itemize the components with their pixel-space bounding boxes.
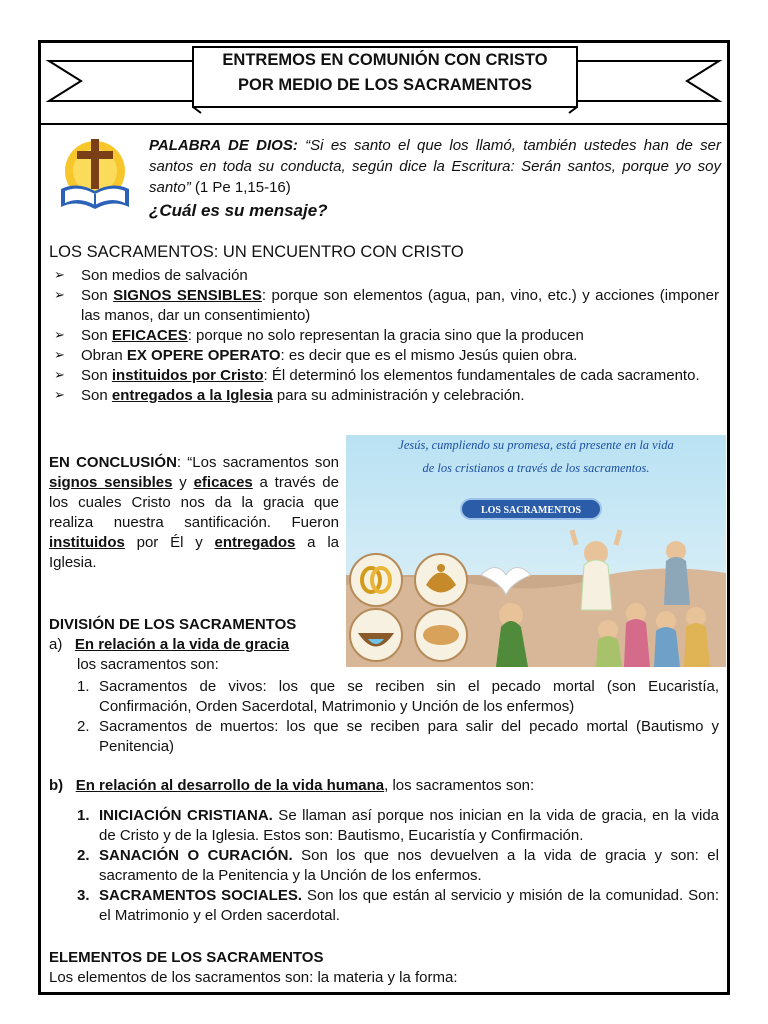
palabra-de-dios: [149, 135, 721, 198]
list-item: 1. Sacramentos de vivos: los que se reciben sin el pecado mortal (son Eucaristía, Confirmación, Orden Sacerdotal, Matrimonio y Unción de los enfermos): [77, 678, 719, 715]
palabra-reference: (1 Pe 1,15-16): [190, 179, 291, 196]
division-b: b) En relación al desarrollo de la vida humana, los sacramentos son:: [49, 777, 535, 794]
palabra-label: PALABRA DE DIOS:: [149, 137, 298, 154]
illustration-button-label: LOS SACRAMENTOS: [480, 505, 582, 516]
division-heading-block: [49, 615, 296, 635]
list-item: ➢ Obran EX OPERE OPERATO: es decir que es el mismo Jesús quien obra.: [49, 346, 719, 366]
mensaje-question: ¿Cuál es su mensaje?: [149, 201, 328, 220]
division-a-list: [49, 677, 719, 757]
sacramentos-heading: LOS SACRAMENTOS: UN ENCUENTRO CON CRISTO: [49, 243, 464, 261]
list-item: 2. Sacramentos de muertos: los que se reciben para salir del pecado mortal (Bautismo y Penitencia): [77, 718, 719, 755]
division-b-list: [49, 806, 719, 926]
sacramentos-list: [49, 266, 719, 406]
list-item: 3. SACRAMENTOS SOCIALES. Son los que están al servicio y misión de la comunidad. Son: el Matrimonio y el Orden sacerdotal.: [77, 887, 719, 924]
palabra-quote: “Si es santo el que los llamó, también ustedes han de ser santos en toda su conducta, según dice la Escritura: Serán santos, porque yo soy santo”: [149, 137, 722, 196]
illustration-caption-2: de los cristianos a través de los sacramentos.: [422, 461, 650, 475]
elementos-section: [49, 948, 719, 988]
list-item: ➢ Son medios de salvación: [49, 266, 719, 286]
list-item: 1. INICIACIÓN CRISTIANA. Se llaman así porque nos inician en la vida de gracia, en la vida de Cristo y de la Iglesia. Estos son: Bautismo, Eucaristía y Confirmación.: [77, 807, 720, 844]
title-banner: [41, 43, 727, 125]
list-item: ➢ Son entregados a la Iglesia para su administración y celebración.: [49, 386, 719, 406]
page-title: [193, 48, 577, 98]
division-heading: DIVISIÓN DE LOS SACRAMENTOS: [49, 616, 297, 633]
elementos-text: Los elementos de los sacramentos son: la materia y la forma:: [49, 969, 458, 986]
division-a: a) En relación a la vida de gracia los sacramentos son:: [49, 636, 290, 673]
bible-cross-icon: [55, 133, 135, 222]
page-frame: [38, 40, 730, 995]
title-line-2: POR MEDIO DE LOS SACRAMENTOS: [238, 76, 532, 94]
list-item: ➢ Son instituidos por Cristo: Él determinó los elementos fundamentales de cada sacramento.: [49, 366, 719, 386]
elementos-heading: ELEMENTOS DE LOS SACRAMENTOS: [49, 949, 324, 966]
list-item: 2. SANACIÓN O CURACIÓN. Son los que nos devuelven a la vida de gracia y son: el sacramento de la Penitencia y la Unción de los enfermos.: [77, 847, 719, 884]
illustration-caption-1: Jesús, cumpliendo su promesa, está presente en la vida: [398, 438, 674, 452]
conclusion-paragraph: EN CONCLUSIÓN: “Los sacramentos son signos sensibles y eficaces a través de los cuales Cristo nos da la gracia que realiza nuestra santificación. Fueron instituidos por Él y entregados a la Iglesia.: [49, 454, 339, 571]
title-line-1: ENTREMOS EN COMUNIÓN CON CRISTO: [222, 51, 548, 69]
sacramentos-illustration: [346, 435, 726, 667]
list-item: ➢ Son SIGNOS SENSIBLES: porque son elementos (agua, pan, vino, etc.) y acciones (imponer las manos, dar un consentimiento): [49, 286, 719, 326]
list-item: ➢ Son EFICACES: porque no solo representan la gracia sino que la producen: [49, 326, 719, 346]
